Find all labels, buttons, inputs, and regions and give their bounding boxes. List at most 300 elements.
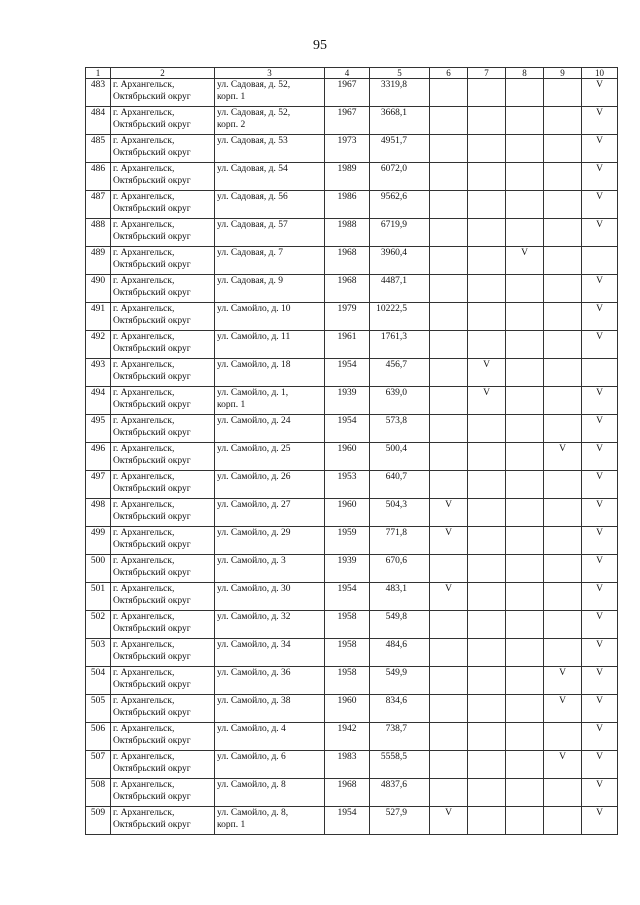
settlement-cell [111,247,215,275]
year-cell: 1967 [325,107,370,135]
settlement-cell [111,443,215,471]
settlement-cell [111,191,215,219]
mark-cell-8 [506,135,544,163]
mark-cell-9 [544,135,582,163]
mark-cell-7 [468,639,506,667]
city-text: г. Архангельск, [113,696,175,706]
address-cell [215,275,325,303]
city-text: г. Архангельск, [113,248,175,258]
mark-cell-10: V [582,331,618,359]
area-cell: 549,9 [370,667,430,695]
mark-cell-9 [544,219,582,247]
mark-cell-6 [430,723,468,751]
year-cell: 1979 [325,303,370,331]
mark-cell-9 [544,527,582,555]
year-cell: 1958 [325,639,370,667]
table-row [86,779,618,807]
table-row [86,639,618,667]
table-row [86,191,618,219]
city-text: г. Архангельск, [113,584,175,594]
city-text: г. Архангельск, [113,276,175,286]
district-text: Октябрьский округ [113,512,191,522]
street-text: ул. Самойло, д. 11 [217,332,291,342]
city-text: г. Архангельск, [113,612,175,622]
settlement-cell [111,275,215,303]
table-row [86,499,618,527]
area-cell: 9562,6 [370,191,430,219]
column-header: 2 [111,68,215,79]
settlement-cell [111,807,215,835]
table-row [86,471,618,499]
city-text: г. Архангельск, [113,388,175,398]
area-cell: 6072,0 [370,163,430,191]
street-text: ул. Самойло, д. 6 [217,752,286,762]
mark-cell-10: V [582,275,618,303]
row-number: 500 [86,555,111,583]
mark-cell-7 [468,527,506,555]
address-cell [215,163,325,191]
page-number: 95 [313,38,327,53]
row-number: 493 [86,359,111,387]
mark-cell-7 [468,471,506,499]
district-text: Октябрьский округ [113,372,191,382]
year-cell: 1953 [325,471,370,499]
mark-cell-7 [468,135,506,163]
area-cell: 527,9 [370,807,430,835]
street-text: ул. Садовая, д. 57 [217,220,288,230]
mark-cell-6 [430,695,468,723]
district-text: Октябрьский округ [113,120,191,130]
address-cell [215,583,325,611]
street-text: ул. Садовая, д. 52, [217,108,291,118]
settlement-cell [111,751,215,779]
mark-cell-6: V [430,807,468,835]
area-cell: 639,0 [370,387,430,415]
settlement-cell [111,695,215,723]
row-number: 484 [86,107,111,135]
mark-cell-7: V [468,359,506,387]
row-number: 509 [86,807,111,835]
settlement-cell [111,723,215,751]
table-row [86,611,618,639]
settlement-cell [111,163,215,191]
city-text: г. Архангельск, [113,136,175,146]
mark-cell-8 [506,107,544,135]
year-cell: 1983 [325,751,370,779]
mark-cell-7 [468,695,506,723]
row-number: 487 [86,191,111,219]
district-text: Октябрьский округ [113,204,191,214]
mark-cell-10: V [582,499,618,527]
mark-cell-8 [506,387,544,415]
mark-cell-10: V [582,107,618,135]
row-number: 497 [86,471,111,499]
row-number: 504 [86,667,111,695]
mark-cell-7 [468,583,506,611]
row-number: 507 [86,751,111,779]
settlement-cell [111,639,215,667]
address-cell [215,723,325,751]
year-cell: 1954 [325,359,370,387]
street-text: ул. Садовая, д. 52, [217,80,291,90]
mark-cell-8 [506,275,544,303]
address-cell [215,779,325,807]
street-text: ул. Самойло, д. 10 [217,304,291,314]
mark-cell-8: V [506,247,544,275]
area-cell: 3319,8 [370,79,430,107]
mark-cell-6 [430,191,468,219]
mark-cell-7 [468,779,506,807]
area-cell: 5558,5 [370,751,430,779]
settlement-cell [111,331,215,359]
year-cell: 1989 [325,163,370,191]
city-text: г. Архангельск, [113,556,175,566]
mark-cell-7 [468,191,506,219]
year-cell: 1988 [325,219,370,247]
column-header: 7 [468,68,506,79]
column-header: 8 [506,68,544,79]
city-text: г. Архангельск, [113,808,175,818]
city-text: г. Архангельск, [113,724,175,734]
table-row [86,695,618,723]
mark-cell-6 [430,471,468,499]
table-row [86,583,618,611]
column-header: 3 [215,68,325,79]
mark-cell-8 [506,723,544,751]
mark-cell-7 [468,723,506,751]
city-text: г. Архангельск, [113,668,175,678]
row-number: 490 [86,275,111,303]
year-cell: 1958 [325,611,370,639]
mark-cell-6 [430,667,468,695]
housing-registry-table [85,67,618,835]
street-text: ул. Самойло, д. 24 [217,416,291,426]
settlement-cell [111,583,215,611]
table-row [86,79,618,107]
city-text: г. Архангельск, [113,108,175,118]
mark-cell-7 [468,807,506,835]
address-cell [215,611,325,639]
mark-cell-8 [506,359,544,387]
area-cell: 3668,1 [370,107,430,135]
table-row [86,163,618,191]
row-number: 506 [86,723,111,751]
mark-cell-10: V [582,723,618,751]
address-cell [215,471,325,499]
city-text: г. Архангельск, [113,640,175,650]
city-text: г. Архангельск, [113,304,175,314]
row-number: 489 [86,247,111,275]
city-text: г. Архангельск, [113,444,175,454]
district-text: Октябрьский округ [113,428,191,438]
mark-cell-10: V [582,611,618,639]
row-number: 483 [86,79,111,107]
settlement-cell [111,527,215,555]
mark-cell-6 [430,443,468,471]
mark-cell-9 [544,723,582,751]
mark-cell-9 [544,415,582,443]
mark-cell-9 [544,387,582,415]
mark-cell-6 [430,779,468,807]
district-text: Октябрьский округ [113,148,191,158]
mark-cell-6 [430,387,468,415]
year-cell: 1939 [325,555,370,583]
mark-cell-6 [430,219,468,247]
address-cell [215,695,325,723]
street-text: ул. Самойло, д. 36 [217,668,291,678]
mark-cell-7 [468,163,506,191]
address-cell [215,107,325,135]
year-cell: 1973 [325,135,370,163]
mark-cell-9: V [544,667,582,695]
mark-cell-8 [506,751,544,779]
table-row [86,135,618,163]
mark-cell-10: V [582,219,618,247]
city-text: г. Архангельск, [113,416,175,426]
street-text: ул. Самойло, д. 8, [217,808,289,818]
district-text: Октябрьский округ [113,316,191,326]
mark-cell-6 [430,79,468,107]
street-text: ул. Садовая, д. 9 [217,276,283,286]
settlement-cell [111,79,215,107]
area-cell: 1761,3 [370,331,430,359]
district-text: Октябрьский округ [113,400,191,410]
mark-cell-8 [506,415,544,443]
mark-cell-10: V [582,135,618,163]
street-text: ул. Самойло, д. 8 [217,780,286,790]
address-cell [215,443,325,471]
row-number: 496 [86,443,111,471]
mark-cell-10: V [582,751,618,779]
mark-cell-7 [468,667,506,695]
city-text: г. Архангельск, [113,220,175,230]
row-number: 488 [86,219,111,247]
table-row [86,275,618,303]
address-cell [215,555,325,583]
city-text: г. Архангельск, [113,360,175,370]
mark-cell-7 [468,751,506,779]
mark-cell-6 [430,303,468,331]
district-text: Октябрьский округ [113,456,191,466]
mark-cell-8 [506,555,544,583]
area-cell: 549,8 [370,611,430,639]
mark-cell-8 [506,611,544,639]
mark-cell-6 [430,275,468,303]
mark-cell-6 [430,359,468,387]
address-cell [215,807,325,835]
settlement-cell [111,555,215,583]
year-cell: 1968 [325,779,370,807]
mark-cell-7 [468,219,506,247]
settlement-cell [111,415,215,443]
district-text: Октябрьский округ [113,792,191,802]
year-cell: 1959 [325,527,370,555]
mark-cell-6 [430,135,468,163]
district-text: Октябрьский округ [113,260,191,270]
district-text: Октябрьский округ [113,624,191,634]
mark-cell-10: V [582,303,618,331]
mark-cell-8 [506,163,544,191]
address-cell [215,359,325,387]
district-text: Октябрьский округ [113,652,191,662]
area-cell: 484,6 [370,639,430,667]
row-number: 494 [86,387,111,415]
column-header: 10 [582,68,618,79]
settlement-cell [111,303,215,331]
street-text: ул. Садовая, д. 7 [217,248,283,258]
mark-cell-9 [544,247,582,275]
mark-cell-7 [468,275,506,303]
mark-cell-10: V [582,807,618,835]
settlement-cell [111,387,215,415]
area-cell: 6719,9 [370,219,430,247]
mark-cell-9 [544,359,582,387]
mark-cell-10: V [582,415,618,443]
city-text: г. Архангельск, [113,500,175,510]
address-cell [215,751,325,779]
mark-cell-7 [468,107,506,135]
row-number: 486 [86,163,111,191]
table-row [86,107,618,135]
mark-cell-10 [582,247,618,275]
settlement-cell [111,667,215,695]
settlement-cell [111,135,215,163]
building-text: корп. 2 [217,120,246,130]
mark-cell-9 [544,555,582,583]
district-text: Октябрьский округ [113,764,191,774]
address-cell [215,387,325,415]
mark-cell-9 [544,79,582,107]
mark-cell-10 [582,359,618,387]
mark-cell-7 [468,611,506,639]
mark-cell-8 [506,191,544,219]
year-cell: 1960 [325,499,370,527]
mark-cell-10: V [582,443,618,471]
mark-cell-8 [506,219,544,247]
area-cell: 771,8 [370,527,430,555]
mark-cell-10: V [582,667,618,695]
district-text: Октябрьский округ [113,232,191,242]
address-cell [215,415,325,443]
mark-cell-8 [506,527,544,555]
year-cell: 1939 [325,387,370,415]
row-number: 502 [86,611,111,639]
year-cell: 1942 [325,723,370,751]
mark-cell-9 [544,499,582,527]
area-cell: 4487,1 [370,275,430,303]
table-row [86,555,618,583]
city-text: г. Архангельск, [113,192,175,202]
area-cell: 834,6 [370,695,430,723]
mark-cell-9 [544,331,582,359]
year-cell: 1954 [325,583,370,611]
mark-cell-7 [468,331,506,359]
mark-cell-8 [506,471,544,499]
year-cell: 1968 [325,275,370,303]
street-text: ул. Самойло, д. 29 [217,528,291,538]
mark-cell-6 [430,107,468,135]
mark-cell-7 [468,499,506,527]
mark-cell-6 [430,751,468,779]
address-cell [215,247,325,275]
mark-cell-7 [468,443,506,471]
mark-cell-9 [544,191,582,219]
area-cell: 573,8 [370,415,430,443]
header-row [86,68,618,79]
district-text: Октябрьский округ [113,596,191,606]
address-cell [215,191,325,219]
area-cell: 456,7 [370,359,430,387]
settlement-cell [111,471,215,499]
year-cell: 1960 [325,695,370,723]
mark-cell-10: V [582,583,618,611]
district-text: Октябрьский округ [113,540,191,550]
mark-cell-9 [544,583,582,611]
table-row [86,219,618,247]
address-cell [215,135,325,163]
year-cell: 1960 [325,443,370,471]
mark-cell-6: V [430,583,468,611]
mark-cell-10: V [582,387,618,415]
city-text: г. Архангельск, [113,80,175,90]
settlement-cell [111,107,215,135]
street-text: ул. Садовая, д. 56 [217,192,288,202]
district-text: Октябрьский округ [113,92,191,102]
table-row [86,751,618,779]
mark-cell-9 [544,163,582,191]
street-text: ул. Самойло, д. 18 [217,360,291,370]
area-cell: 504,3 [370,499,430,527]
mark-cell-10: V [582,779,618,807]
mark-cell-8 [506,499,544,527]
mark-cell-8 [506,695,544,723]
mark-cell-6 [430,331,468,359]
street-text: ул. Самойло, д. 30 [217,584,291,594]
settlement-cell [111,219,215,247]
row-number: 505 [86,695,111,723]
column-header: 1 [86,68,111,79]
column-header: 9 [544,68,582,79]
mark-cell-7 [468,555,506,583]
table-row [86,723,618,751]
column-header: 6 [430,68,468,79]
mark-cell-7: V [468,387,506,415]
mark-cell-10: V [582,471,618,499]
mark-cell-9 [544,471,582,499]
mark-cell-6 [430,611,468,639]
mark-cell-10: V [582,191,618,219]
year-cell: 1968 [325,247,370,275]
mark-cell-6 [430,163,468,191]
mark-cell-9: V [544,751,582,779]
city-text: г. Архангельск, [113,332,175,342]
column-header: 5 [370,68,430,79]
city-text: г. Архангельск, [113,752,175,762]
table-row [86,443,618,471]
mark-cell-8 [506,583,544,611]
mark-cell-6: V [430,499,468,527]
address-cell [215,219,325,247]
street-text: ул. Самойло, д. 4 [217,724,286,734]
row-number: 501 [86,583,111,611]
mark-cell-10: V [582,163,618,191]
street-text: ул. Садовая, д. 54 [217,164,288,174]
mark-cell-9: V [544,443,582,471]
mark-cell-10: V [582,79,618,107]
table-row [86,303,618,331]
mark-cell-8 [506,443,544,471]
district-text: Октябрьский округ [113,820,191,830]
